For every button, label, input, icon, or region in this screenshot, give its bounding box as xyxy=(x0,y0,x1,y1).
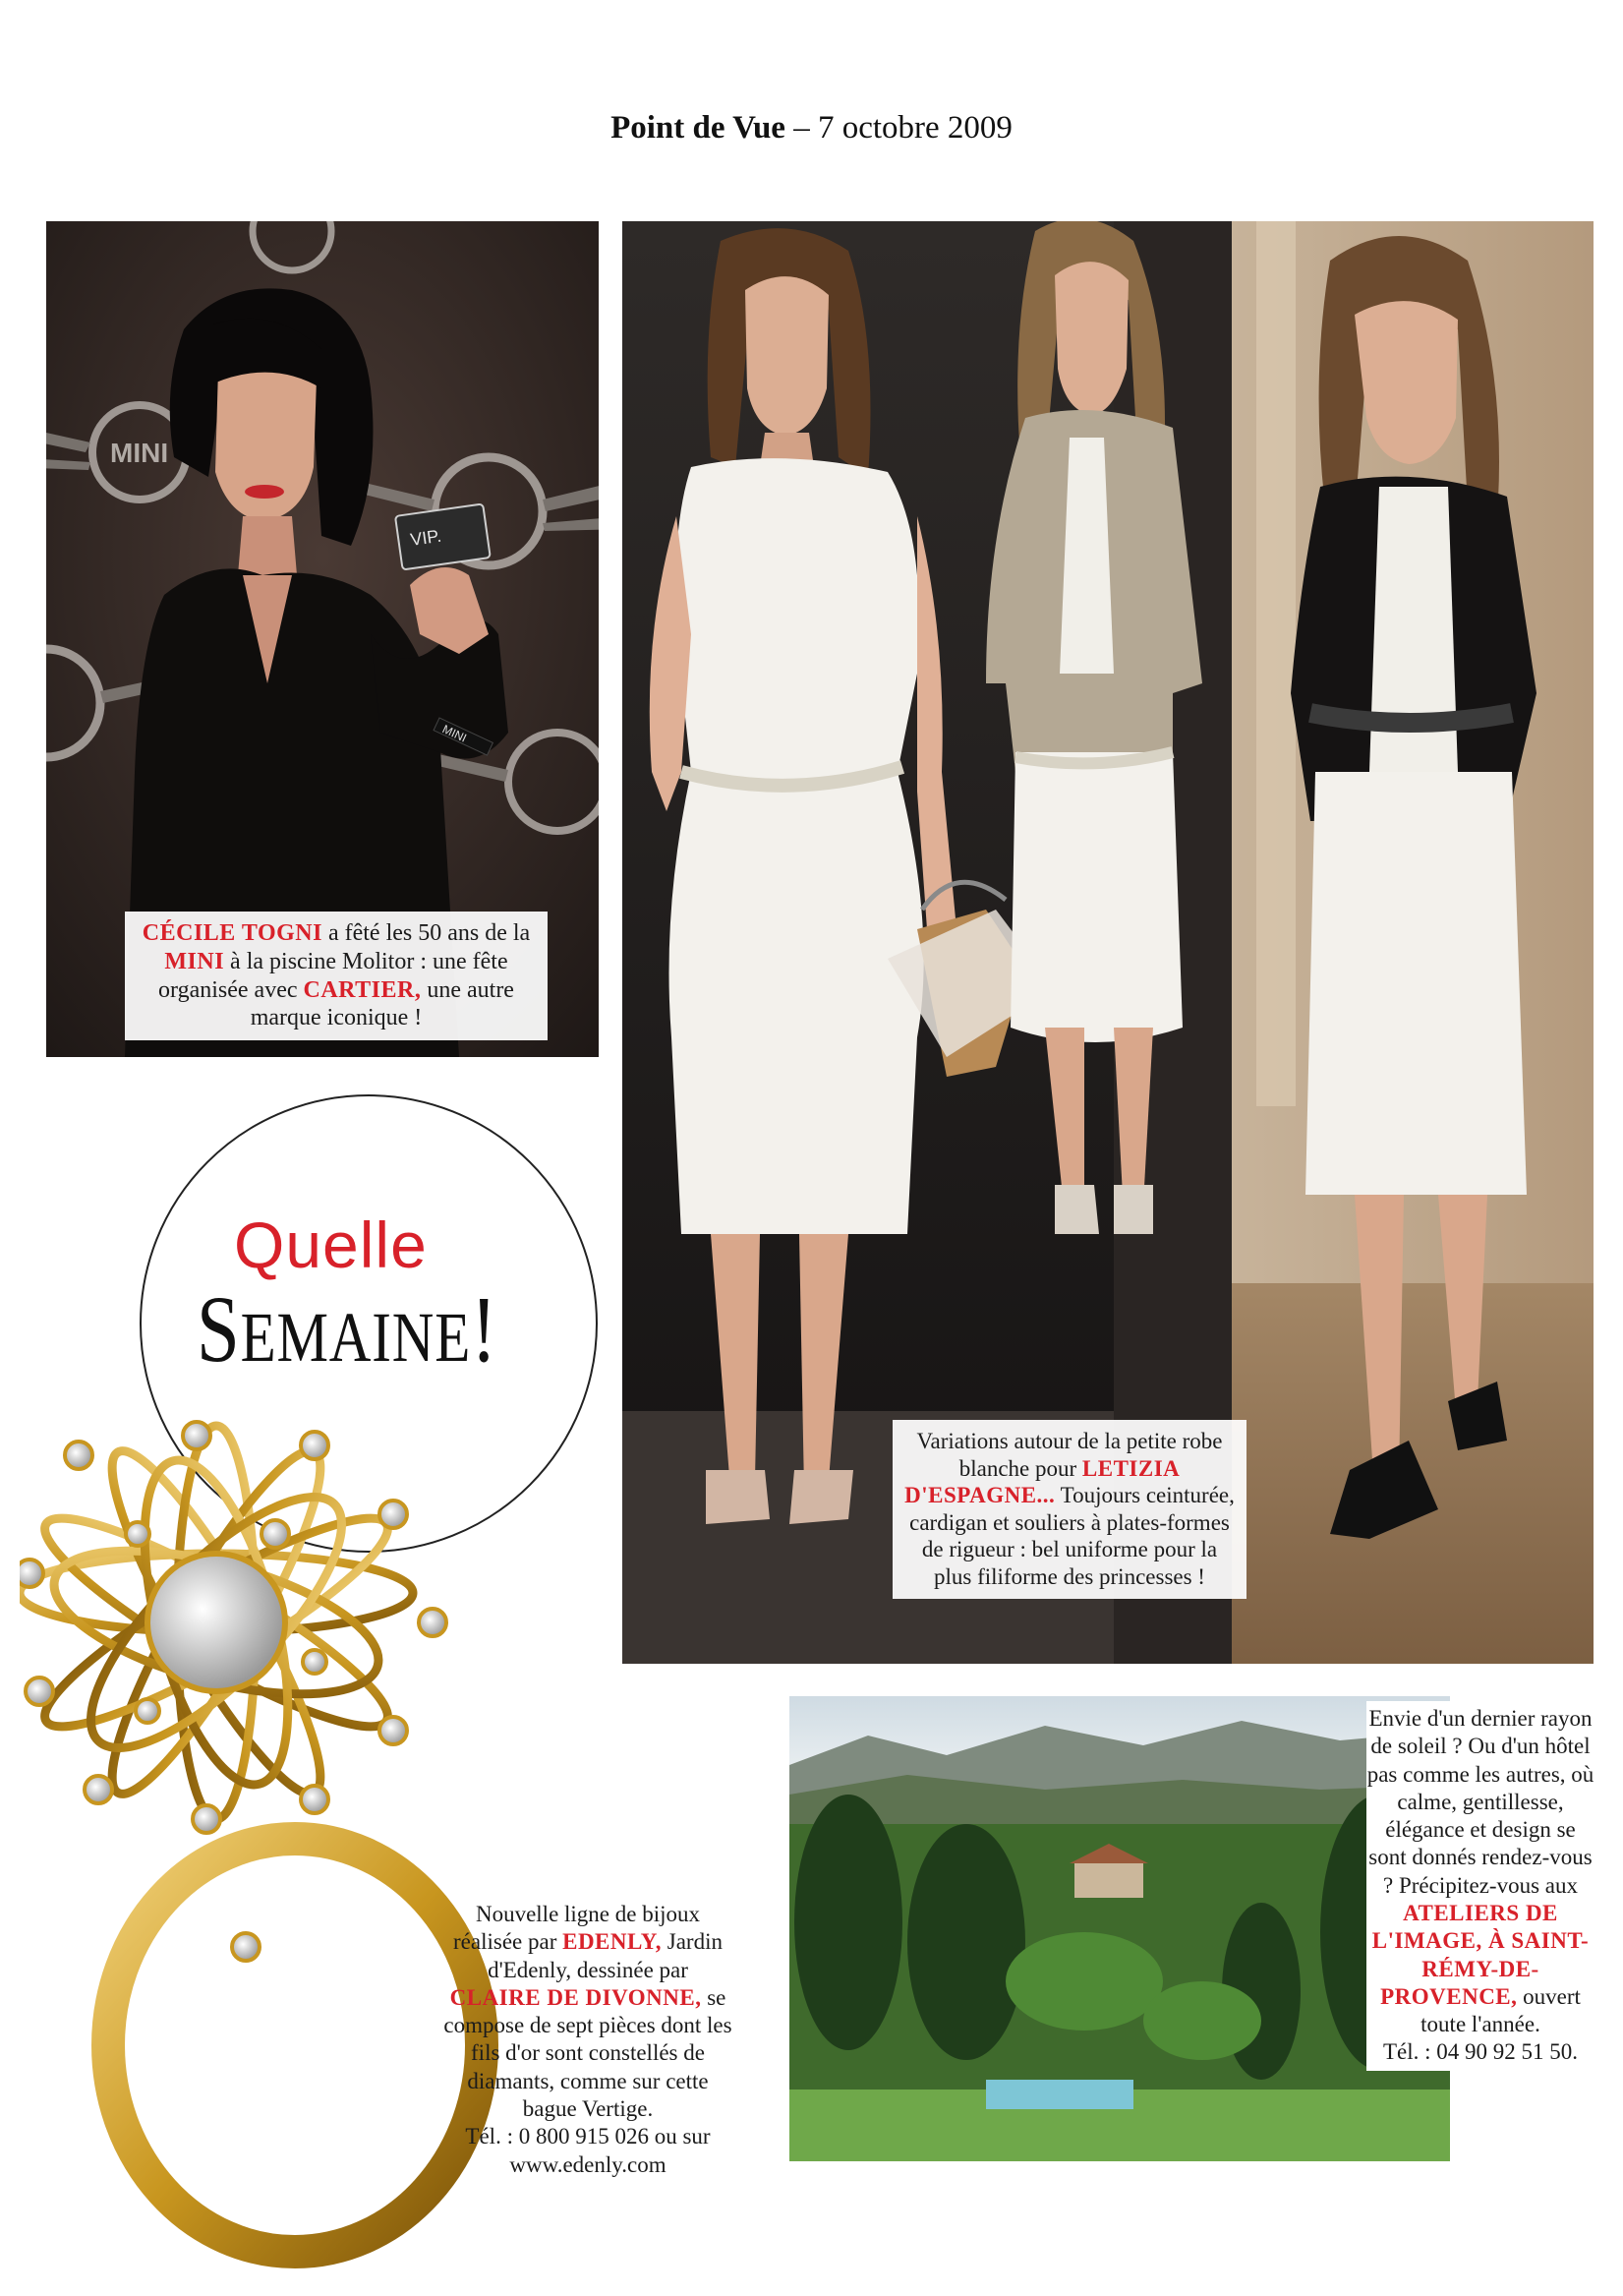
hotel-photo-illustration xyxy=(789,1696,1450,2161)
page-header xyxy=(0,110,1623,147)
edenly-text-2: Jardin d'Edenly, dessinée par xyxy=(488,1929,723,1982)
logo-semaine-rest: EMAINE xyxy=(240,1298,472,1377)
photo-hotel-provence xyxy=(789,1696,1450,2161)
cecile-caption-text-3: une autre marque iconique ! xyxy=(250,976,514,1031)
edenly-text-3: se compose de sept pièces dont les fils d'or sont constellés de diamants, comme sur cette bague Vertige. xyxy=(443,1984,732,2121)
letizia-caption xyxy=(893,1420,1246,1599)
edenly-text-1: Nouvelle ligne de bijoux réalisée par xyxy=(453,1902,701,1955)
cecile-name: CÉCILE TOGNI xyxy=(142,920,322,946)
cecile-caption xyxy=(125,912,548,1040)
letizia-caption-text-1: Variations autour de la petite robe blanche pour xyxy=(916,1429,1223,1481)
edenly-text xyxy=(440,1901,735,2179)
hotel-name: ATELIERS DE L'IMAGE, À SAINT-RÉMY-DE-PROVENCE, xyxy=(1371,1900,1590,2009)
edenly-contact: Tél. : 0 800 915 026 ou sur www.edenly.com xyxy=(465,2124,711,2177)
vip-card-text: VIP. xyxy=(409,525,443,550)
mini-logo-text: MINI xyxy=(110,438,169,468)
logo-exclamation: ! xyxy=(471,1276,498,1382)
logo-quelle: Quelle xyxy=(234,1208,428,1281)
cecile-caption-text-2: à la piscine Molitor : une fête organisée avec xyxy=(158,948,508,1003)
cecile-caption-text-1: a fêté les 50 ans de la xyxy=(321,920,531,946)
brand-cartier: CARTIER, xyxy=(303,976,422,1003)
designer-name: CLAIRE DE DIVONNE, xyxy=(449,1984,702,2010)
wristband-text: MINI xyxy=(439,722,469,745)
hotel-text-1: Envie d'un dernier rayon de soleil ? Ou d'un hôtel pas comme les autres, où calme, gentillesse, élégance et design se sont donnés rendez-vous ? Précipitez-vous aux xyxy=(1366,1706,1594,1898)
issue-date: 7 octobre 2009 xyxy=(817,110,1013,146)
letizia-name: LETIZIA D'ESPAGNE... xyxy=(904,1455,1181,1508)
hotel-text-2: ouvert toute l'année. xyxy=(1420,1983,1581,2037)
logo-semaine-initial: S xyxy=(197,1276,241,1382)
brand-edenly: EDENLY, xyxy=(562,1929,662,1955)
letizia-caption-text-2: Toujours ceinturée, cardigan et souliers à plates-formes de rigueur : bel uniforme pour la plus filiforme des princesses ! xyxy=(909,1483,1235,1589)
logo-semaine xyxy=(197,1274,497,1383)
publication-name: Point de Vue xyxy=(610,110,785,146)
hotel-text xyxy=(1366,1701,1594,2071)
hotel-contact: Tél. : 04 90 92 51 50. xyxy=(1382,2039,1579,2065)
header-separator: – xyxy=(793,110,810,146)
brand-mini: MINI xyxy=(164,948,225,974)
